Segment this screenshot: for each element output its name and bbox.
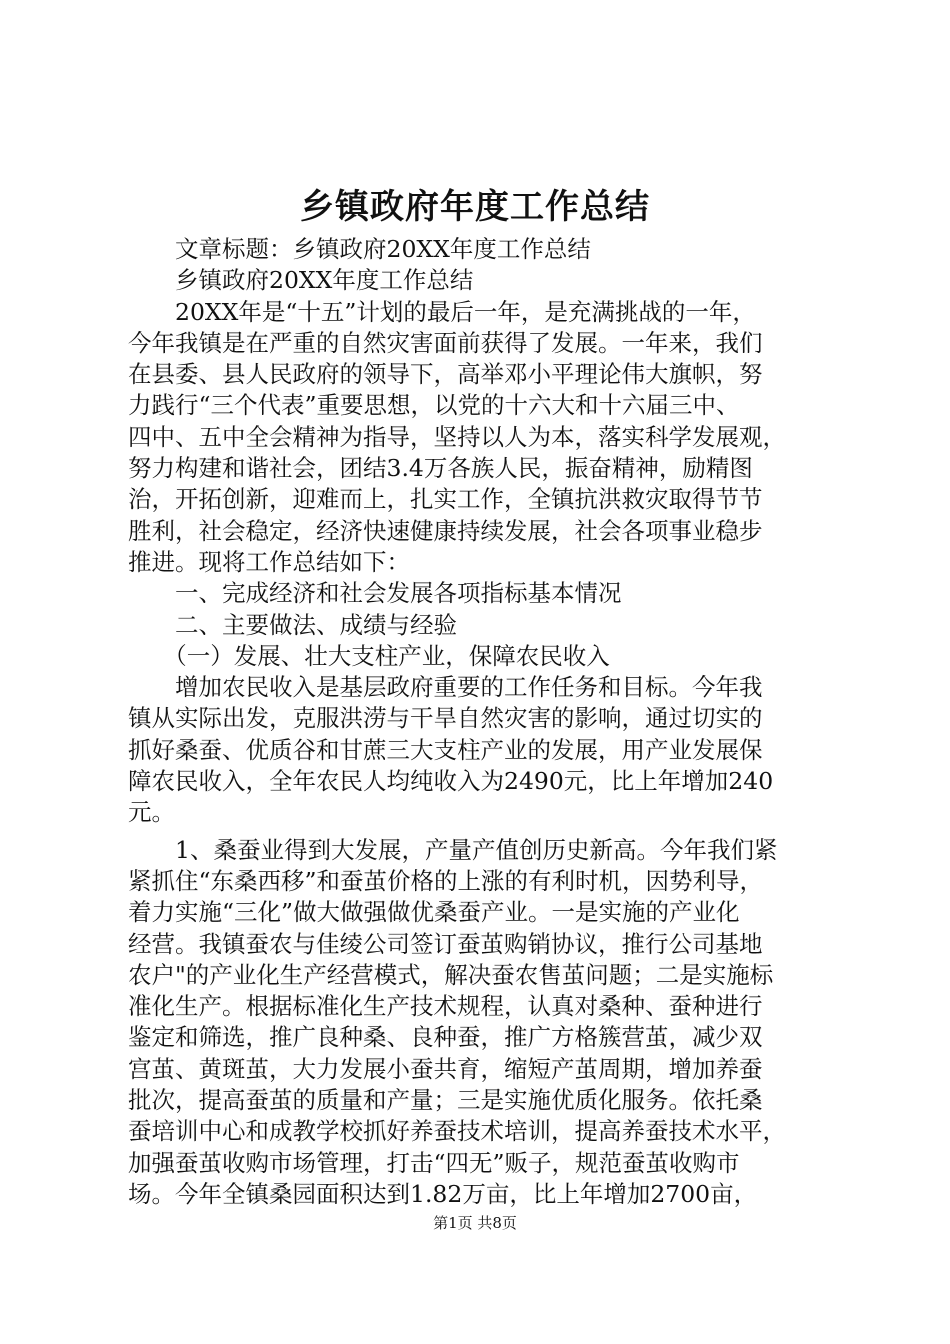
text-line: 准化生产。根据标准化生产技术规程，认真对桑种、蚕种进行 [128,992,763,1021]
text-line: 治，开拓创新，迎难而上，扎实工作，全镇抗洪救灾取得节节 [128,485,763,514]
text-line: 障农民收入，全年农民人均纯收入为2490元，比上年增加240 [128,767,774,796]
document-body [128,234,834,1210]
text-line: 经营。我镇蚕农与佳绫公司签订蚕茧购销协议，推行公司基地 [128,929,763,958]
text-line: 紧抓住“东桑西移”和蚕茧价格的上涨的有利时机，因势利导， [128,866,764,895]
section-heading: 二、主要做法、成绩与经验 [128,610,457,639]
page-footer: 第1页 共8页 [433,1214,517,1232]
text-line: 增加农民收入是基层政府重要的工作任务和目标。今年我 [128,673,763,702]
text-line: 20XX年是“十五”计划的最后一年，是充满挑战的一年， [128,297,756,326]
text-line: 1、桑蚕业得到大发展，产量产值创历史新高。今年我们紧 [128,835,778,864]
text-line: 加强蚕茧收购市场管理，打击“四无”贩子，规范蚕茧收购市 [128,1148,740,1177]
text-line: 蚕培训中心和成教学校抓好养蚕技术培训，提高养蚕技术水平， [128,1117,786,1146]
text-line: 乡镇政府20XX年度工作总结 [128,266,474,295]
text-line: 今年我镇是在严重的自然灾害面前获得了发展。一年来，我们 [128,328,763,357]
text-line: 努力构建和谐社会，团结3.4万各族人民，振奋精神，励精图 [128,454,753,483]
text-line: 胜利，社会稳定，经济快速健康持续发展，社会各项事业稳步 [128,516,763,545]
text-line: 批次，提高蚕茧的质量和产量；三是实施优质化服务。依托桑 [128,1086,763,1115]
text-line: 推进。现将工作总结如下： [128,547,410,576]
text-line: 着力实施“三化”做大做强做优桑蚕产业。一是实施的产业化 [128,898,740,927]
text-line: 宫茧、黄斑茧，大力发展小蚕共育，缩短产茧周期，增加养蚕 [128,1054,763,1083]
text-line: 四中、五中全会精神为指导，坚持以人为本，落实科学发展观， [128,422,786,451]
text-line: 文章标题：乡镇政府20XX年度工作总结 [128,235,591,263]
subsection-heading: （一）发展、壮大支柱产业，保障农民收入 [128,641,610,670]
text-line: 鉴定和筛选，推广良种桑、良种蚕，推广方格簇营茧，减少双 [128,1023,763,1052]
text-line: 场。今年全镇桑园面积达到1.82万亩，比上年增加2700亩， [128,1179,758,1208]
text-line: 在县委、县人民政府的领导下，高举邓小平理论伟大旗帜，努 [128,360,763,389]
text-line: 抓好桑蚕、优质谷和甘蔗三大支柱产业的发展，用产业发展保 [128,735,763,764]
section-heading: 一、完成经济和社会发展各项指标基本情况 [128,579,622,608]
text-line: 元。 [128,798,175,827]
text-line: 力践行“三个代表”重要思想，以党的十六大和十六届三中、 [128,391,740,420]
document-title: 乡镇政府年度工作总结 [300,187,650,227]
text-line: 镇从实际出发，克服洪涝与干旱自然灾害的影响，通过切实的 [128,704,763,733]
text-line: 农户"的产业化生产经营模式，解决蚕农售茧问题；二是实施标 [128,960,774,989]
